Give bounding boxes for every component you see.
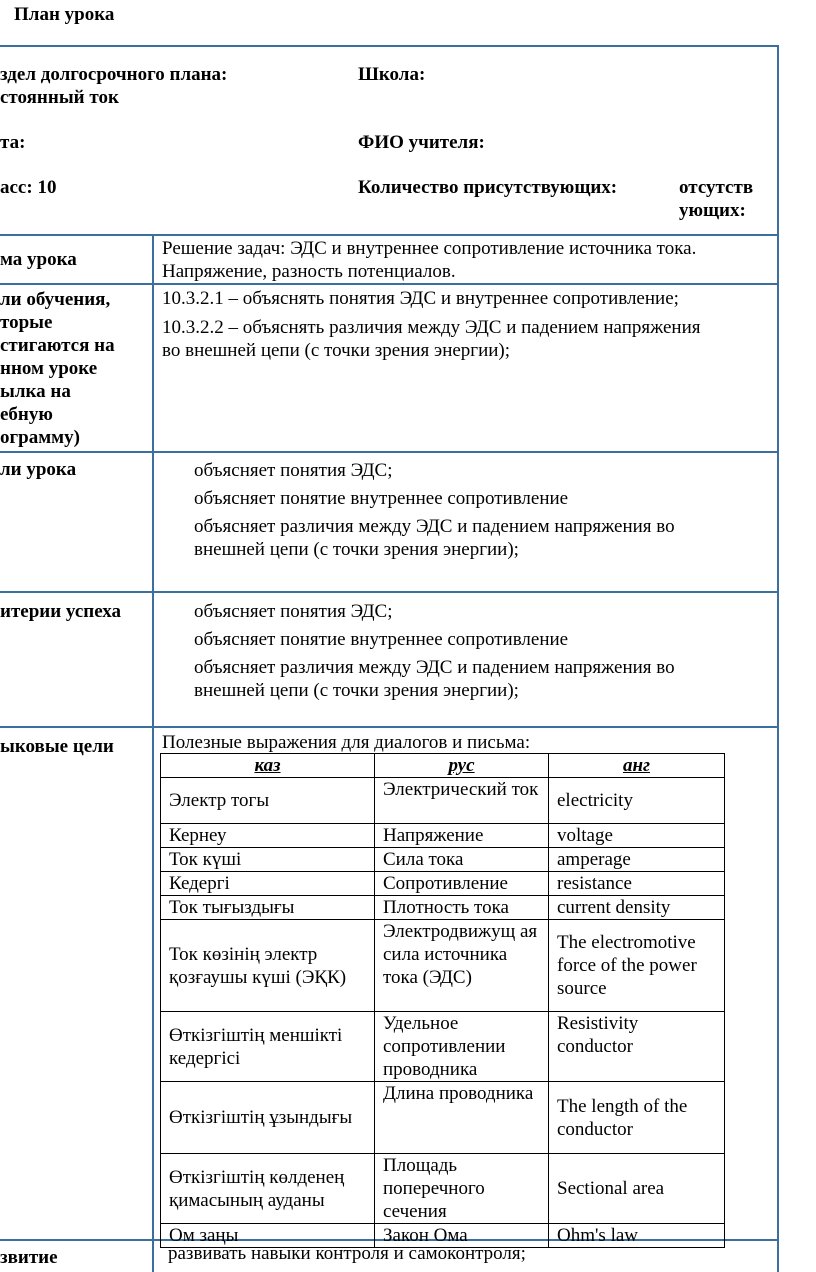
long-term-plan-value: стоянный ток <box>0 87 119 108</box>
table-cell: Өткізгіштің ұзындығы <box>161 1082 375 1154</box>
table-cell: Кедергі <box>161 872 375 896</box>
lesson-goal-item: объясняет понятие внутреннее сопротивление <box>194 488 569 509</box>
attendance-label: Количество присутствующих: <box>358 177 618 198</box>
vocabulary-table <box>160 753 725 1248</box>
lesson-goal-item: объясняет понятия ЭДС; <box>194 460 393 481</box>
absent-label-line2: ующих: <box>679 200 746 221</box>
column-header-kaz: каз <box>161 754 375 778</box>
topic-text-line1: Решение задач: ЭДС и внутреннее сопротивление источника тока. <box>162 238 697 259</box>
lesson-goal-item: объясняет различия между ЭДС и падением напряжения во <box>194 516 675 537</box>
table-cell: Электр тогы <box>161 778 375 824</box>
table-row <box>161 848 725 872</box>
language-goals-label: ыковые цели <box>0 736 114 757</box>
table-cell: Өткізгіштің меншікті кедергісі <box>161 1012 375 1082</box>
absent-label-line1: отсутств <box>679 177 754 198</box>
table-right-border <box>777 45 779 1272</box>
table-row <box>161 824 725 848</box>
objective-item-2-line2: во внешней цепи (с точки зрения энергии); <box>162 340 511 361</box>
row-divider-lesson-goals <box>0 451 779 453</box>
topic-label: ма урока <box>0 249 77 270</box>
table-cell: Ток тығыздығы <box>161 896 375 920</box>
lesson-goals-label: ли урока <box>0 459 77 480</box>
success-criteria-item: объясняет понятия ЭДС; <box>194 601 393 622</box>
objectives-label-line4: нном уроке <box>0 358 98 379</box>
objectives-label-line2: торые <box>0 312 53 333</box>
table-cell: voltage <box>549 824 725 848</box>
topic-text-line2: Напряжение, разность потенциалов. <box>162 261 456 282</box>
table-cell: Электрический ток <box>375 778 549 824</box>
class-label: асс: 10 <box>0 177 57 198</box>
column-header-rus: рус <box>375 754 549 778</box>
table-cell: Сила тока <box>375 848 549 872</box>
row-divider-topic <box>0 234 779 236</box>
row-divider-objectives <box>0 283 779 285</box>
table-row <box>161 1154 725 1224</box>
development-text: развивать навыки контроля и самоконтроля; <box>168 1243 526 1264</box>
table-row <box>161 1012 725 1082</box>
table-cell: Sectional area <box>549 1154 725 1224</box>
table-cell: Закон Ома <box>375 1224 549 1248</box>
column-header-eng: анг <box>549 754 725 778</box>
school-label: Школа: <box>358 64 426 85</box>
table-header-row <box>161 754 725 778</box>
lesson-goal-item: внешней цепи (с точки зрения энергии); <box>194 539 519 560</box>
table-row <box>161 872 725 896</box>
column-divider <box>152 234 154 1272</box>
table-row <box>161 778 725 824</box>
objectives-label-line3: стигаются на <box>0 335 115 356</box>
table-cell: current density <box>549 896 725 920</box>
success-criteria-item: внешней цепи (с точки зрения энергии); <box>194 680 519 701</box>
table-cell: amperage <box>549 848 725 872</box>
objectives-label-line7: ограмму) <box>0 427 80 448</box>
table-cell: Площадь поперечного сечения <box>375 1154 549 1224</box>
table-row <box>161 1082 725 1154</box>
table-cell: Длина проводника <box>375 1082 549 1154</box>
table-cell: Resistivity conductor <box>549 1012 725 1082</box>
table-cell: Кернеу <box>161 824 375 848</box>
table-cell: Өткізгіштің көлденең қимасының ауданы <box>161 1154 375 1224</box>
table-cell: resistance <box>549 872 725 896</box>
objectives-label-line1: ли обучения, <box>0 289 111 310</box>
table-row <box>161 920 725 1012</box>
page-title: План урока <box>14 4 115 25</box>
date-label: та: <box>0 132 26 153</box>
table-cell: The electromotive force of the power source <box>549 920 725 1012</box>
row-divider-language <box>0 726 779 728</box>
table-cell: Сопротивление <box>375 872 549 896</box>
table-cell: Ohm's law <box>549 1224 725 1248</box>
table-cell: Плотность тока <box>375 896 549 920</box>
table-cell: Ток көзінің электр қозғаушы күші (ЭҚК) <box>161 920 375 1012</box>
objectives-label-line6: ебную <box>0 404 53 425</box>
table-cell: Электродвижущ ая сила источника тока (ЭДС) <box>375 920 549 1012</box>
language-goals-intro: Полезные выражения для диалогов и письма: <box>162 732 531 753</box>
table-cell: Ом заңы <box>161 1224 375 1248</box>
table-cell: electricity <box>549 778 725 824</box>
table-cell: Удельное сопротивлении проводника <box>375 1012 549 1082</box>
success-criteria-label: итерии успеха <box>0 601 122 622</box>
success-criteria-item: объясняет различия между ЭДС и падением напряжения во <box>194 657 675 678</box>
table-cell: Ток күші <box>161 848 375 872</box>
table-cell: The length of the conductor <box>549 1082 725 1154</box>
objective-item-1: 10.3.2.1 – объяснять понятия ЭДС и внутреннее сопротивление; <box>162 288 679 309</box>
table-top-border <box>0 45 779 47</box>
objective-item-2-line1: 10.3.2.2 – объяснять различия между ЭДС и падением напряжения <box>162 317 701 338</box>
long-term-plan-label: здел долгосрочного плана: <box>0 64 228 85</box>
objectives-label-line5: ылка на <box>0 381 71 402</box>
table-row <box>161 896 725 920</box>
teacher-label: ФИО учителя: <box>358 132 485 153</box>
development-label: звитие <box>0 1247 58 1268</box>
row-divider-success <box>0 591 779 593</box>
table-cell: Напряжение <box>375 824 549 848</box>
success-criteria-item: объясняет понятие внутреннее сопротивление <box>194 629 569 650</box>
